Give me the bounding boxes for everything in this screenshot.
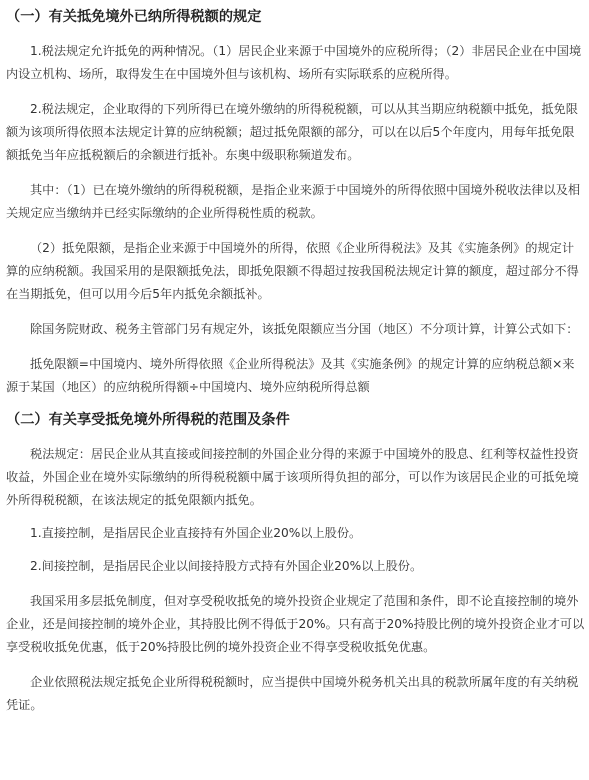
section1-paragraph-3: 其中：（1）已在境外缴纳的所得税税额，是指企业来源于中国境外的所得依照中国境外税收法律以及相关规定应当缴纳并已经实际缴纳的企业所得税性质的税款。 [6,183,581,220]
section2-paragraph-1: 税法规定：居民企业从其直接或间接控制的外国企业分得的来源于中国境外的股息、红利等权益性投资收益，外国企业在境外实际缴纳的所得税税额中属于该项所得负担的部分，可以作为该居民企业的可抵免境外所得税税额，在该法规定的抵免限额内抵免。 [6,447,579,507]
section1-formula: 抵免限额=中国境内、境外所得依照《企业所得税法》及其《实施条例》的规定计算的应纳税总额×来源于某国（地区）的应纳税所得额÷中国境内、境外应纳税所得总额 [6,357,575,394]
section2-paragraph-3: 2.间接控制，是指居民企业以间接持股方式持有外国企业20%以上股份。 [30,559,423,573]
section2-paragraph-5: 企业依照税法规定抵免企业所得税税额时，应当提供中国境外税务机关出具的税款所属年度的有关纳税凭证。 [6,675,579,712]
section1-paragraph-2: 2.税法规定，企业取得的下列所得已在境外缴纳的所得税税额，可以从其当期应纳税额中抵免，抵免限额为该项所得依照本法规定计算的应纳税额；超过抵免限额的部分，可以在以后5个年度内，用每年抵免限额抵免当年应抵税额后的余额进行抵补。东奥中级职称频道发布。 [6,102,578,162]
section1-paragraph-1: 1.税法规定允许抵免的两种情况。（1）居民企业来源于中国境外的应税所得；（2）非居民企业在中国境内设立机构、场所，取得发生在中国境外但与该机构、场所有实际联系的应税所得。 [6,44,582,81]
section2-title: （二）有关享受抵免境外所得税的范围及条件 [6,412,290,428]
section1-title: （一）有关抵免境外已纳所得税额的规定 [6,9,262,25]
section2-paragraph-4: 我国采用多层抵免制度，但对享受税收抵免的境外投资企业规定了范围和条件，即不论直接控制的境外企业，还是间接控制的境外企业，其持股比例不得低于20%。只有高于20%持股比例的境外投资企业才可以享受税收抵免优惠，低于20%持股比例的境外投资企业不得享受税收抵免优惠。 [6,594,585,654]
section1-paragraph-4: （2）抵免限额，是指企业来源于中国境外的所得，依照《企业所得税法》及其《实施条例》的规定计算的应纳税额。我国采用的是限额抵免法，即抵免限额不得超过按我国税法规定计算的额度，超过部分不得在当期抵免，但可以用今后5年内抵免余额抵补。 [6,241,579,301]
section1-paragraph-5: 除国务院财政、税务主管部门另有规定外，该抵免限额应当分国（地区）不分项计算，计算公式如下： [30,322,579,336]
section2-paragraph-2: 1.直接控制，是指居民企业直接持有外国企业20%以上股份。 [30,526,362,540]
